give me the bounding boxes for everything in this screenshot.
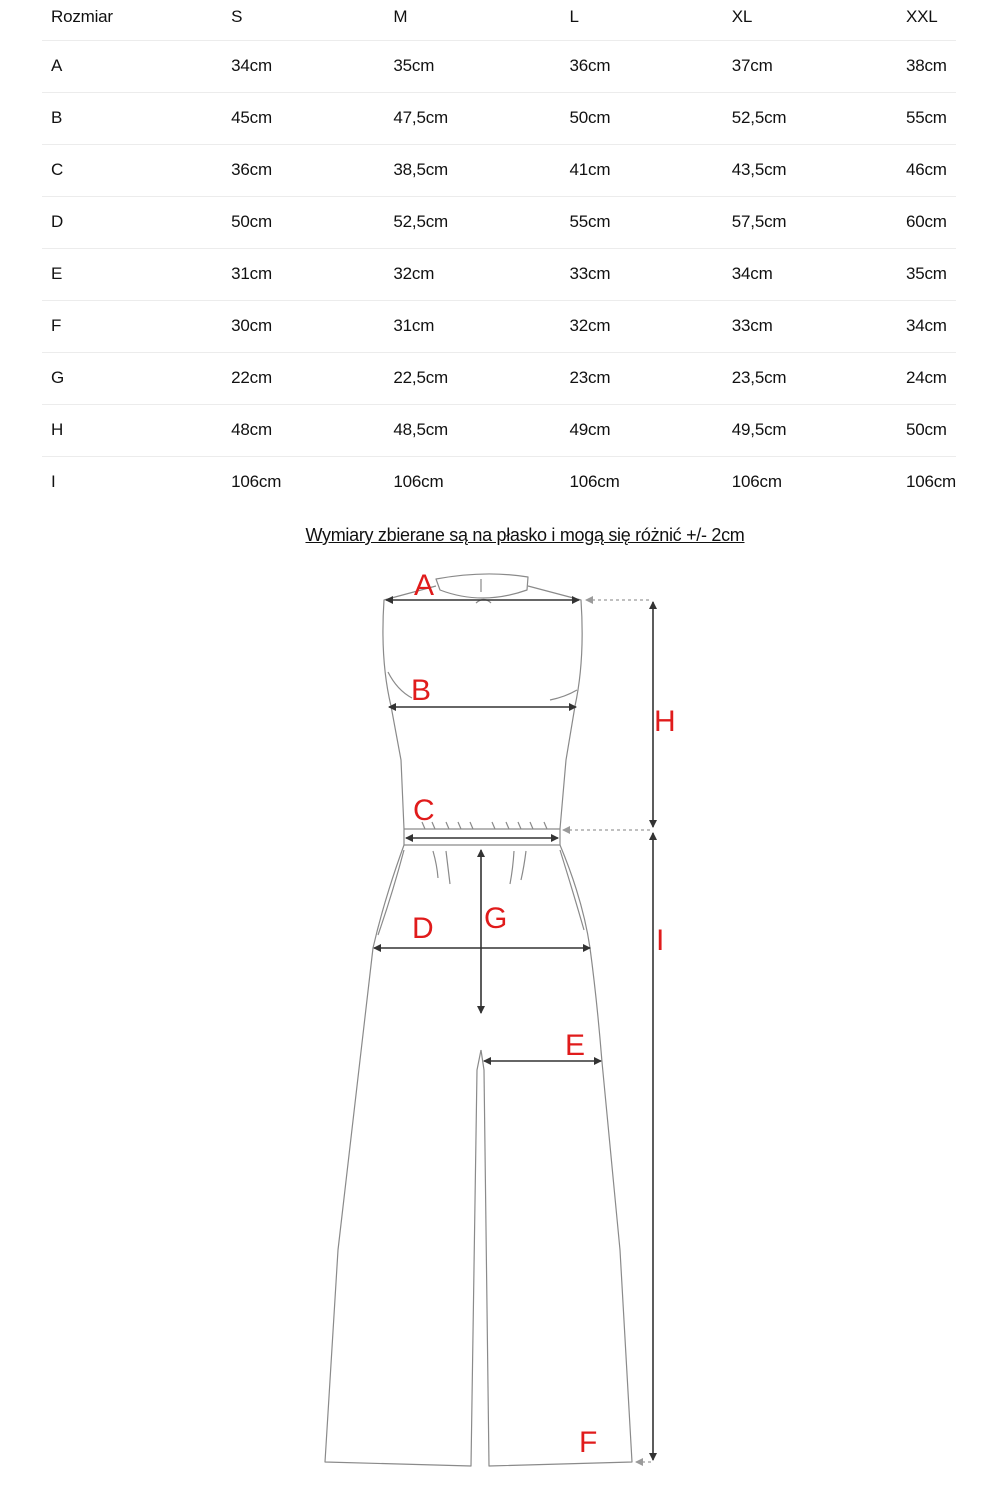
pocket-left — [378, 850, 404, 935]
row-label: E — [51, 264, 63, 283]
table-row — [42, 456, 956, 508]
trousers-outer-left — [325, 845, 481, 1466]
table-cell: 57,5cm — [731, 212, 787, 231]
armhole-left — [388, 672, 412, 698]
table-cell: 24cm — [905, 368, 947, 387]
size-table — [42, 0, 956, 508]
table-cell: 49cm — [569, 420, 611, 439]
label-d: D — [412, 912, 434, 945]
table-cell: 32cm — [569, 316, 611, 335]
measurement-labels — [411, 569, 676, 1459]
pocket-right — [560, 850, 584, 930]
header-cell-xl: XL — [731, 7, 753, 26]
table-cell: 43,5cm — [731, 160, 787, 179]
table-cell: 46cm — [905, 160, 947, 179]
trousers-outer-right — [481, 845, 632, 1466]
label-c: C — [413, 794, 435, 827]
table-cell: 106cm — [569, 472, 620, 492]
table-cell: 106cm — [393, 472, 444, 492]
jumpsuit-measurement-diagram — [0, 560, 1000, 1500]
table-cell: 50cm — [231, 212, 272, 231]
table-cell: 52,5cm — [731, 108, 787, 127]
row-label: I — [51, 472, 56, 492]
row-label: A — [51, 56, 63, 75]
table-cell: 48,5cm — [393, 420, 448, 439]
collar-shape — [436, 574, 528, 598]
header-cell-xxl: XXL — [905, 7, 938, 26]
label-e: E — [565, 1029, 586, 1062]
table-cell: 31cm — [231, 264, 272, 283]
table-cell: 49,5cm — [731, 420, 787, 439]
label-a: A — [414, 569, 435, 602]
header-cell-s: S — [231, 7, 243, 26]
table-row — [42, 300, 956, 352]
table-cell: 23,5cm — [731, 368, 787, 387]
table-cell: 38,5cm — [393, 160, 448, 179]
table-cell: 33cm — [731, 316, 773, 335]
table-row — [42, 92, 956, 144]
table-cell: 31cm — [393, 316, 435, 335]
waist-gathers — [422, 822, 547, 829]
table-row — [42, 248, 956, 300]
table-cell: 36cm — [231, 160, 272, 179]
header-cell-l: L — [569, 7, 579, 26]
table-cell: 55cm — [569, 212, 611, 231]
measurement-note: Wymiary zbierane są na płasko i mogą się różnić +/- 2cm — [305, 525, 745, 545]
row-label: H — [51, 420, 64, 439]
table-cell: 47,5cm — [393, 108, 448, 127]
table-cell: 52,5cm — [393, 212, 448, 231]
table-row — [42, 196, 956, 248]
pleats — [433, 851, 526, 884]
label-f: F — [579, 1426, 598, 1459]
row-label: D — [51, 212, 64, 231]
table-cell: 33cm — [569, 264, 611, 283]
table-cell: 50cm — [905, 420, 947, 439]
table-cell: 45cm — [231, 108, 272, 127]
table-cell: 23cm — [569, 368, 611, 387]
row-label: C — [51, 160, 64, 179]
measurement-arrows — [374, 600, 653, 1460]
table-cell: 36cm — [569, 56, 611, 75]
table-cell: 30cm — [231, 316, 272, 335]
table-cell: 106cm — [731, 472, 782, 492]
table-row — [42, 404, 956, 456]
table-cell: 37cm — [731, 56, 773, 75]
table-cell: 60cm — [905, 212, 947, 231]
table-cell: 35cm — [905, 264, 947, 283]
label-i: I — [656, 924, 665, 957]
waistband — [404, 829, 560, 845]
table-row — [42, 40, 956, 92]
row-label: F — [51, 316, 62, 335]
header-cell-m: M — [393, 7, 408, 26]
row-label: B — [51, 108, 63, 127]
header-cell-size: Rozmiar — [51, 7, 113, 26]
table-cell: 22cm — [231, 368, 272, 387]
table-cell: 22,5cm — [393, 368, 448, 387]
table-cell: 34cm — [905, 316, 947, 335]
table-cell: 48cm — [231, 420, 272, 439]
label-b: B — [411, 674, 432, 707]
table-cell: 35cm — [393, 56, 435, 75]
table-cell: 38cm — [905, 56, 947, 75]
row-label: G — [51, 368, 65, 387]
table-cell: 41cm — [569, 160, 611, 179]
table-row — [42, 144, 956, 196]
table-cell: 106cm — [905, 472, 956, 492]
table-cell: 34cm — [231, 56, 272, 75]
armhole-right — [550, 690, 577, 700]
table-cell: 55cm — [905, 108, 947, 127]
table-cell: 50cm — [569, 108, 611, 127]
table-cell: 106cm — [231, 472, 282, 492]
label-h: H — [654, 705, 676, 738]
table-cell: 32cm — [393, 264, 435, 283]
table-cell: 34cm — [731, 264, 773, 283]
table-header-row — [42, 0, 956, 40]
table-row — [42, 352, 956, 404]
label-g: G — [484, 902, 508, 935]
